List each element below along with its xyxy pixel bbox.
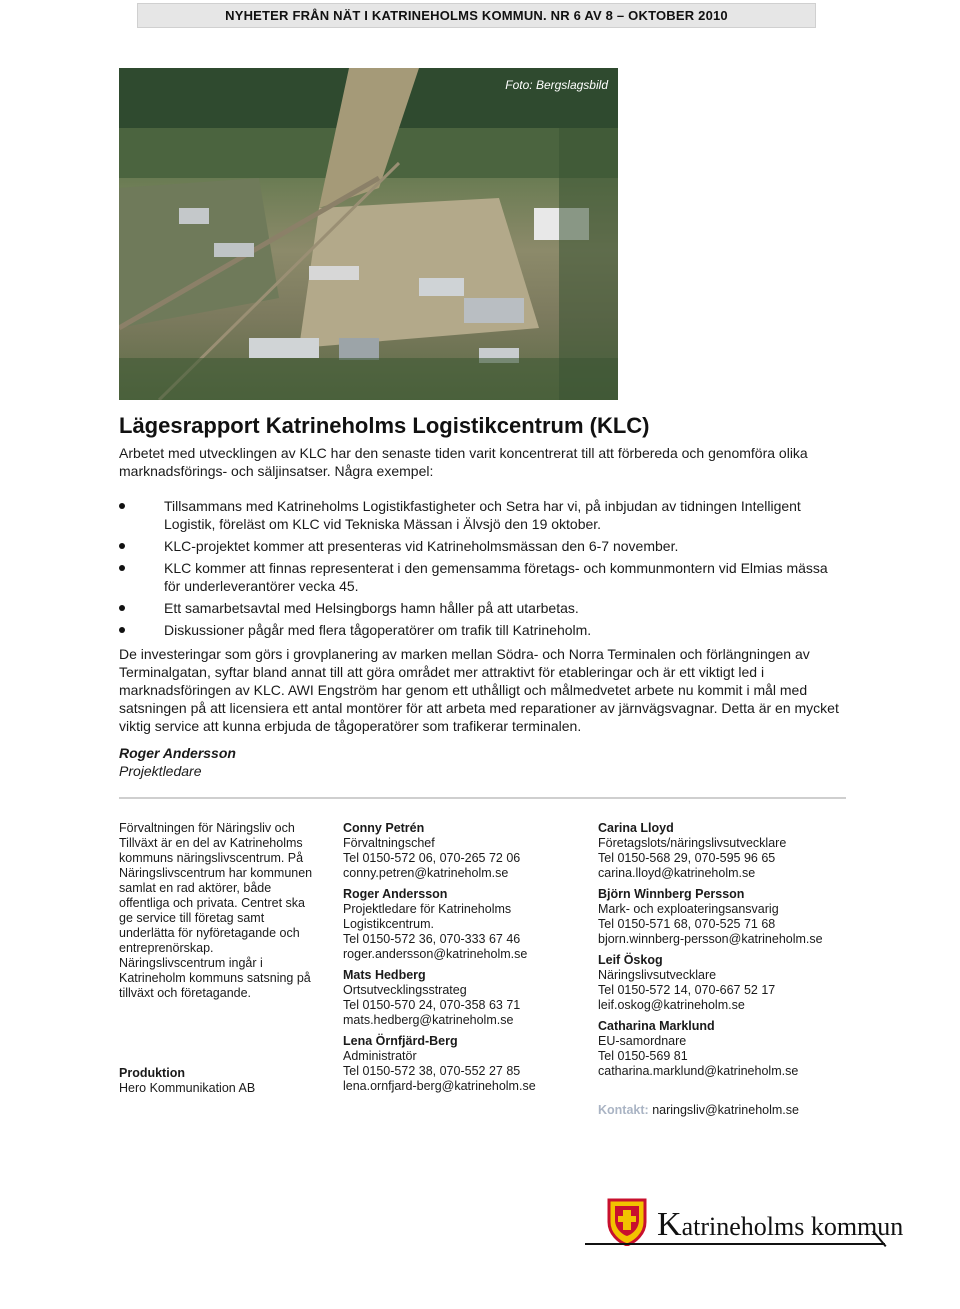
- production-value: Hero Kommunikation AB: [119, 1081, 256, 1095]
- contact-role: Administratör: [343, 1049, 417, 1063]
- general-contact: [598, 1103, 858, 1118]
- signature-name: Roger Andersson: [119, 745, 236, 761]
- municipality-logo: [585, 1196, 910, 1256]
- logo-rest: atrineholms kommun: [681, 1212, 904, 1241]
- article-title: Lägesrapport Katrineholms Logistikcentrum (KLC): [119, 413, 650, 438]
- contact-phone: Tel 0150-570 24, 070-358 63 71: [343, 998, 521, 1012]
- contact-email[interactable]: carina.lloyd@katrineholm.se: [598, 866, 756, 880]
- contact-name: Lena Örnfjärd-Berg: [343, 1034, 458, 1048]
- list-item: Ett samarbetsavtal med Helsingborgs hamn håller på att utarbetas.: [119, 599, 839, 617]
- contact-role: Projektledare för Katrineholms Logistikcentrum.: [343, 902, 512, 931]
- contact-role: Ortsutvecklingsstrateg: [343, 983, 467, 997]
- contact-phone: Tel 0150-572 14, 070-667 52 17: [598, 983, 776, 997]
- contact-role: Mark- och exploateringsansvarig: [598, 902, 779, 916]
- contact-email[interactable]: bjorn.winnberg-persson@katrineholm.se: [598, 932, 823, 946]
- contact-name: Conny Petrén: [343, 821, 425, 835]
- contact-name: Carina Lloyd: [598, 821, 674, 835]
- contact-role: EU-samordnare: [598, 1034, 687, 1048]
- contact-phone: Tel 0150-569 81: [598, 1049, 688, 1063]
- contacts-column-3: [598, 821, 858, 1118]
- contact-card: [598, 1019, 858, 1079]
- contact-card: [343, 1034, 573, 1094]
- logo-wordmark: [657, 1206, 903, 1244]
- production-credit: [119, 1066, 255, 1096]
- bullet-list: [119, 497, 839, 643]
- contact-name: Roger Andersson: [343, 887, 448, 901]
- contact-card: [343, 968, 573, 1028]
- coat-of-arms-icon: [605, 1196, 649, 1246]
- contact-email[interactable]: catharina.marklund@katrineholm.se: [598, 1064, 799, 1078]
- newsletter-header: [137, 3, 816, 28]
- section-divider: [119, 797, 846, 799]
- logo-initial: K: [657, 1206, 682, 1243]
- kontakt-email[interactable]: naringsliv@katrineholm.se: [652, 1103, 799, 1117]
- contact-role: Förvaltningschef: [343, 836, 435, 850]
- kontakt-label: Kontakt:: [598, 1103, 649, 1117]
- contact-card: [598, 953, 858, 1013]
- signature-role: Projektledare: [119, 763, 202, 779]
- list-item: KLC-projektet kommer att presenteras vid Katrineholmsmässan den 6-7 november.: [119, 537, 839, 555]
- list-item: Tillsammans med Katrineholms Logistikfastigheter och Setra har vi, på inbjudan av tidningen Intelligent Logistik, föreläst om KLC vid Tekniska Mässan i Älvsjö den 19 oktober.: [119, 497, 839, 533]
- footer-description: [119, 821, 319, 1001]
- contact-card: [343, 887, 573, 962]
- contact-card: [598, 821, 858, 881]
- contact-email[interactable]: roger.andersson@katrineholm.se: [343, 947, 528, 961]
- contact-phone: Tel 0150-572 06, 070-265 72 06: [343, 851, 521, 865]
- contact-email[interactable]: lena.ornfjard-berg@katrineholm.se: [343, 1079, 536, 1093]
- contact-email[interactable]: leif.oskog@katrineholm.se: [598, 998, 745, 1012]
- contact-role: Näringslivsutvecklare: [598, 968, 717, 982]
- list-item: Diskussioner pågår med flera tågoperatörer om trafik till Katrineholm.: [119, 621, 839, 639]
- article-body: De investeringar som görs i grovplanering av marken mellan Södra- och Norra Terminalen och förlängningen av Terminalgatan, syftar bland annat till att göra området mer attraktivt för etableringar och är ett viktigt led i marknadsföringen av KLC. AWI Engström har genom ett uthålligt och målmedvetet arbete nu kommit i mål med satsningen på att licensiera ett antal montörer för att arbeta med reparationer av järnvägsvagnar. Detta är en mycket viktig service att kunna erbjuda de tågoperatörer som trafikerar terminalen.: [119, 646, 839, 734]
- contact-role: Företagslots/näringslivsutvecklare: [598, 836, 787, 850]
- header-text: NYHETER FRÅN NÄT I KATRINEHOLMS KOMMUN. NR 6 AV 8 – OKTOBER 2010: [225, 8, 728, 23]
- contact-name: Mats Hedberg: [343, 968, 426, 982]
- description-text: Förvaltningen för Näringsliv och Tillväxt är en del av Katrineholms kommuns näringslivscentrum. På Näringslivscentrum har kommunen samlat en rad aktörer, både offentliga och privata. Centret ska ge service till företag samt underlätta för nyföretagande och entreprenörskap. Näringslivscentrum ingår i Katrineholm kommuns satsning på tillväxt och företagande.: [119, 821, 313, 1000]
- list-item: KLC kommer att finnas representerat i den gemensamma företags- och kommunmontern vid Elmias mässa för underleverantörer vecka 45.: [119, 559, 839, 595]
- contact-name: Björn Winnberg Persson: [598, 887, 745, 901]
- contact-phone: Tel 0150-572 36, 070-333 67 46: [343, 932, 521, 946]
- contact-phone: Tel 0150-568 29, 070-595 96 65: [598, 851, 776, 865]
- photo-credit: Foto: Bergslagsbild: [505, 78, 608, 92]
- production-heading: Produktion: [119, 1066, 185, 1080]
- contact-email[interactable]: conny.petren@katrineholm.se: [343, 866, 509, 880]
- contact-phone: Tel 0150-571 68, 070-525 71 68: [598, 917, 776, 931]
- contact-name: Catharina Marklund: [598, 1019, 715, 1033]
- aerial-photo: [119, 68, 618, 400]
- aerial-photo-illustration: [119, 68, 618, 400]
- contact-name: Leif Öskog: [598, 953, 663, 967]
- contacts-column-2: [343, 821, 573, 1100]
- contact-card: [343, 821, 573, 881]
- contact-phone: Tel 0150-572 38, 070-552 27 85: [343, 1064, 521, 1078]
- contact-email[interactable]: mats.hedberg@katrineholm.se: [343, 1013, 514, 1027]
- article-intro: Arbetet med utvecklingen av KLC har den senaste tiden varit koncentrerat till att förbereda och genomföra olika marknadsförings- och säljinsatser. Några exempel:: [119, 445, 808, 479]
- contact-card: [598, 887, 858, 947]
